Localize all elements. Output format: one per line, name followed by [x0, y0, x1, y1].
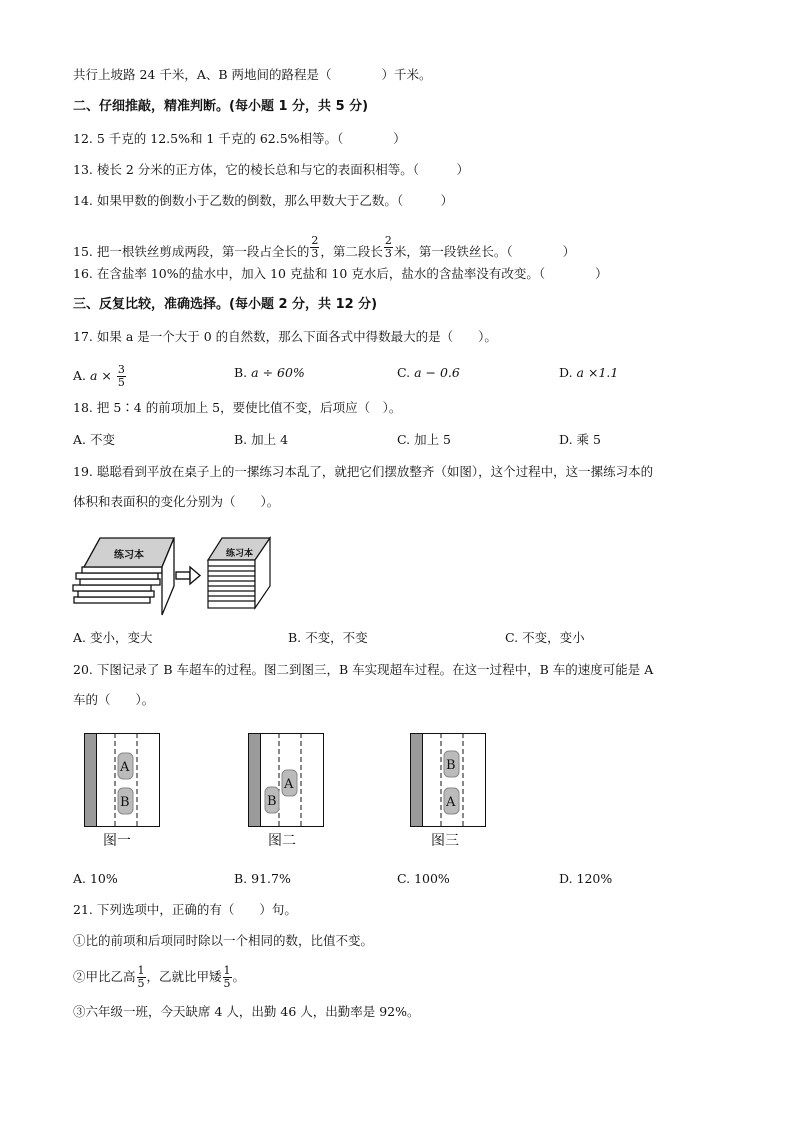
question-19-line2: 体积和表面积的变化分别为（ ）。 [73, 494, 280, 509]
fraction-one-fifth [137, 965, 146, 990]
question-21: 21. 下列选项中，正确的有（ ）句。 [73, 902, 297, 917]
q19-option-b: B. 不变，不变 [288, 630, 368, 645]
fraction-two-thirds [310, 235, 319, 260]
question-15-part2: ，第二段长 [320, 244, 383, 259]
question-continuation: 共行上坡路 24 千米，A、B 两地间的路程是（ ）千米。 [73, 67, 432, 82]
road-figure-3 [410, 733, 486, 827]
fraction-two-thirds-2 [384, 235, 393, 260]
question-19-line1: 19. 聪聪看到平放在桌子上的一摞练习本乱了，就把它们摆放整齐（如图），这个过程中，这一摞练习本的 [73, 464, 654, 479]
fraction-denominator: 3 [384, 247, 392, 260]
question-15 [73, 234, 576, 265]
fraction-denominator: 5 [117, 376, 125, 389]
option-label: A. [73, 368, 87, 383]
car-a: A [120, 760, 130, 775]
road-figure-2 [248, 733, 324, 827]
q18-option-d: D. 乘 5 [559, 432, 601, 447]
fraction-denominator: 5 [137, 977, 145, 990]
fraction-numerator: 1 [137, 964, 145, 977]
option-expr: a ÷ 60% [251, 365, 305, 380]
fraction-denominator: 3 [311, 247, 319, 260]
q20-option-d: D. 120% [559, 871, 613, 886]
question-20-line2: 车的（ ）。 [73, 692, 155, 707]
notebook-label-right: 练习本 [226, 549, 254, 559]
car-b: B [120, 795, 130, 810]
q20-option-a: A. 10% [73, 871, 118, 886]
q18-option-b: B. 加上 4 [234, 432, 289, 447]
option-expr: a ×1.1 [576, 365, 619, 380]
q20-option-c: C. 100% [397, 871, 450, 886]
section-3-heading: 三、反复比较，准确选择。(每小题 2 分，共 12 分) [73, 297, 378, 312]
statement-2 [73, 965, 245, 990]
option-label: B. [234, 365, 248, 380]
q20-option-b: B. 91.7% [234, 871, 291, 886]
question-20-line1: 20. 下图记录了 B 车超车的过程。图二到图三，B 车实现超车过程。在这一过程中，B 车的速度可能是 A [73, 662, 654, 677]
figure-caption-2: 图二 [268, 833, 296, 849]
question-15-part1: 15. 把一根铁丝剪成两段，第一段占全长的 [73, 244, 310, 259]
fraction-numerator: 3 [117, 363, 125, 376]
option-label: D. [559, 365, 573, 380]
question-18: 18. 把 5∶4 的前项加上 5，要使比值不变，后项应（ ）。 [73, 400, 402, 415]
road-figure-1 [84, 733, 160, 827]
section-2-heading: 二、仔细推敲，精准判断。(每小题 1 分，共 5 分) [73, 99, 369, 114]
car-b: B [267, 794, 277, 809]
statement-3: ③六年级一班，今天缺席 4 人，出勤 46 人，出勤率是 92%。 [73, 1004, 420, 1019]
car-a: A [284, 777, 294, 792]
q17-option-b [234, 364, 305, 382]
question-13: 13. 棱长 2 分米的正方体，它的棱长总和与它的表面积相等。（ ） [73, 162, 470, 177]
question-14: 14. 如果甲数的倒数小于乙数的倒数，那么甲数大于乙数。（ ） [73, 193, 454, 208]
fraction-three-fifths [117, 364, 126, 389]
q17-option-c [397, 364, 460, 382]
q19-option-c: C. 不变，变小 [505, 630, 585, 645]
statement-2-part3: 。 [232, 969, 246, 984]
figure-caption-1: 图一 [103, 833, 131, 849]
q19-option-a: A. 变小，变大 [73, 630, 153, 645]
car-b: B [446, 758, 456, 773]
fraction-one-fifth-2 [223, 965, 232, 990]
option-label: C. [397, 365, 411, 380]
question-15-part3: 米，第一段铁丝长。（ ） [393, 244, 576, 259]
fraction-numerator: 2 [311, 234, 319, 247]
arrow-icon [176, 567, 200, 584]
question-12: 12. 5 千克的 12.5%和 1 千克的 62.5%相等。（ ） [73, 131, 406, 146]
fraction-numerator: 2 [384, 234, 392, 247]
q17-option-d [559, 364, 618, 382]
question-16: 16. 在含盐率 10%的盐水中，加入 10 克盐和 10 克水后，盐水的含盐率没有改变。（ ） [73, 266, 608, 281]
fraction-numerator: 1 [223, 964, 231, 977]
q18-option-a: A. 不变 [73, 432, 115, 447]
statement-1: ①比的前项和后项同时除以一个相同的数，比值不变。 [73, 933, 374, 948]
q18-option-c: C. 加上 5 [397, 432, 451, 447]
car-a: A [446, 795, 456, 810]
fraction-denominator: 5 [223, 977, 231, 990]
figure-caption-3: 图三 [431, 833, 459, 849]
option-expr: a × [90, 368, 112, 383]
statement-2-part2: ，乙就比甲矮 [146, 969, 222, 984]
notebook-label-left: 练习本 [114, 550, 144, 561]
statement-2-part1: ②甲比乙高 [73, 969, 136, 984]
option-expr: a − 0.6 [414, 365, 460, 380]
notebooks-figure [70, 530, 290, 616]
question-17: 17. 如果 a 是一个大于 0 的自然数，那么下面各式中得数最大的是（ ）。 [73, 329, 497, 344]
q17-option-a [73, 364, 127, 389]
